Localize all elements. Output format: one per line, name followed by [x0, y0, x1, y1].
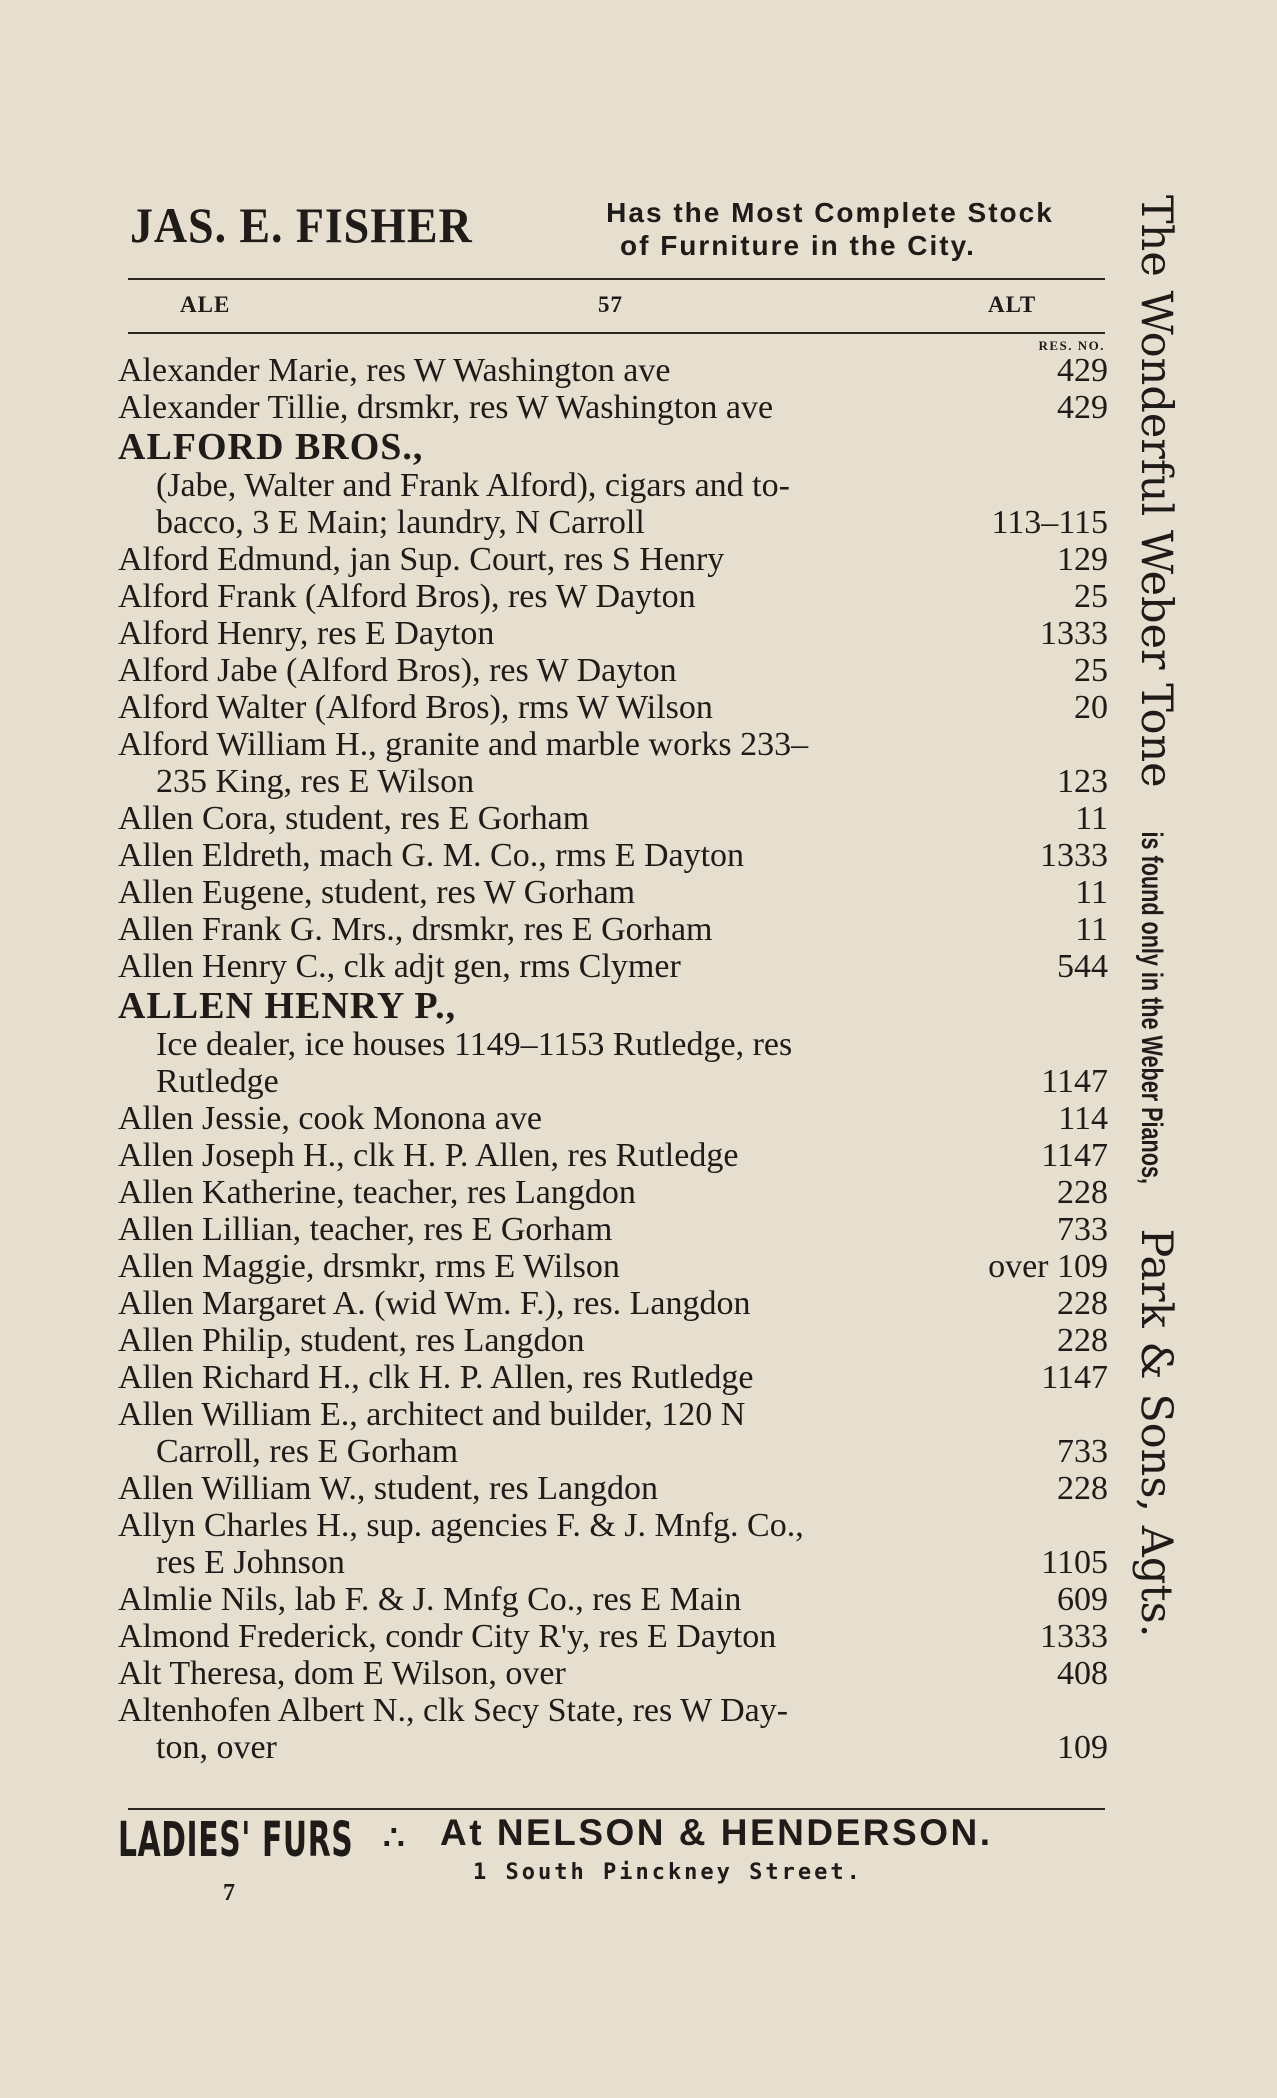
- entry-text: Allen Lillian, teacher, res E Gorham: [118, 1211, 613, 1248]
- entry-text: Allen William E., architect and builder, 120 N: [118, 1396, 746, 1433]
- entry-text: Rutledge: [156, 1063, 279, 1100]
- side-advertisement: [1125, 195, 1185, 1875]
- entry-number: 1333: [1040, 1618, 1108, 1655]
- list-item: [118, 1211, 1108, 1248]
- signature-mark: 7: [223, 1880, 235, 1906]
- list-item: [118, 1174, 1108, 1211]
- side-ad-part-3: Park & Sons, Agts.: [1131, 1228, 1181, 1638]
- entry-text: Altenhofen Albert N., clk Secy State, res W Day-: [118, 1692, 789, 1729]
- firm-heading: [118, 426, 1108, 467]
- entry-text: Alford William H., granite and marble works 233–: [118, 726, 809, 763]
- directory-listing: [118, 352, 1108, 1766]
- running-head-rule: [128, 332, 1105, 334]
- entry-text: Allen Margaret A. (wid Wm. F.), res. Langdon: [118, 1285, 751, 1322]
- entry-text: Allen Eldreth, mach G. M. Co., rms E Dayton: [118, 837, 745, 874]
- firm-heading: [118, 985, 1108, 1026]
- entry-number: 1105: [1041, 1544, 1108, 1581]
- entry-number: 11: [1075, 874, 1108, 911]
- entry-text: Allen Philip, student, res Langdon: [118, 1322, 585, 1359]
- entry-text: Alford Henry, res E Dayton: [118, 615, 495, 652]
- entry-text: Alexander Marie, res W Washington ave: [118, 352, 671, 389]
- entry-text: Allen Henry C., clk adjt gen, rms Clymer: [118, 948, 681, 985]
- list-item: [118, 1433, 1108, 1470]
- residence-number-label: RES. NO.: [1038, 338, 1105, 353]
- entry-text: Allen Cora, student, res E Gorham: [118, 800, 590, 837]
- entry-text: Allyn Charles H., sup. agencies F. & J. Mnfg. Co.,: [118, 1507, 804, 1544]
- entry-number: 25: [1074, 652, 1108, 689]
- entry-number: 733: [1057, 1211, 1108, 1248]
- advertiser-tagline: [560, 196, 1100, 262]
- list-item: [118, 652, 1108, 689]
- list-item: [118, 1544, 1108, 1581]
- entry-text: ton, over: [156, 1729, 277, 1766]
- entry-text: Carroll, res E Gorham: [156, 1433, 459, 1470]
- dots-ornament: ∴: [383, 1820, 405, 1857]
- entry-number: 408: [1057, 1655, 1108, 1692]
- entry-number: 1333: [1040, 615, 1108, 652]
- entry-text: Alford Edmund, jan Sup. Court, res S Henry: [118, 541, 725, 578]
- entry-number: 228: [1057, 1285, 1108, 1322]
- entry-text: Alexander Tillie, drsmkr, res W Washington ave: [118, 389, 774, 426]
- running-head: [128, 290, 1105, 324]
- entry-text: Alt Theresa, dom E Wilson, over: [118, 1655, 566, 1692]
- list-item: [118, 911, 1108, 948]
- list-item: [118, 1507, 1108, 1544]
- advertiser-name: JAS. E. FISHER: [130, 197, 473, 253]
- list-item: [118, 837, 1108, 874]
- list-item: [118, 948, 1108, 985]
- entry-number: 1147: [1041, 1359, 1108, 1396]
- entry-text: Allen Richard H., clk H. P. Allen, res Rutledge: [118, 1359, 754, 1396]
- entry-number: 544: [1057, 948, 1108, 985]
- header-rule: [128, 278, 1105, 280]
- list-item: [118, 1248, 1108, 1285]
- entry-text: Allen Eugene, student, res W Gorham: [118, 874, 636, 911]
- entry-number: 429: [1057, 352, 1108, 389]
- list-item: [118, 763, 1108, 800]
- list-item: [118, 1026, 1108, 1063]
- list-item: [118, 615, 1108, 652]
- entry-number: 11: [1075, 800, 1108, 837]
- entry-number: 429: [1057, 389, 1108, 426]
- entry-text: Ice dealer, ice houses 1149–1153 Rutledge, res: [156, 1026, 793, 1063]
- list-item: [118, 1655, 1108, 1692]
- list-item: [118, 1396, 1108, 1433]
- list-item: [118, 726, 1108, 763]
- list-item: [118, 689, 1108, 726]
- list-item: [118, 1063, 1108, 1100]
- entry-number: 113–115: [991, 504, 1108, 541]
- footer-rule: [128, 1808, 1105, 1810]
- entry-text: Allen William W., student, res Langdon: [118, 1470, 659, 1507]
- list-item: [118, 1618, 1108, 1655]
- list-item: [118, 541, 1108, 578]
- entry-number: 129: [1057, 541, 1108, 578]
- entry-text: Alford Jabe (Alford Bros), res W Dayton: [118, 652, 677, 689]
- entry-text: Allen Katherine, teacher, res Langdon: [118, 1174, 636, 1211]
- entry-text: Allen Jessie, cook Monona ave: [118, 1100, 542, 1137]
- store-name: At NELSON & HENDERSON.: [440, 1812, 993, 1853]
- running-head-right: ALT: [988, 292, 1037, 317]
- entry-number: 609: [1057, 1581, 1108, 1618]
- entry-text: Allen Joseph H., clk H. P. Allen, res Rutledge: [118, 1137, 739, 1174]
- entry-text: Almlie Nils, lab F. & J. Mnfg Co., res E Main: [118, 1581, 742, 1618]
- list-item: [118, 1322, 1108, 1359]
- entry-number: 228: [1057, 1470, 1108, 1507]
- firm-name: ALFORD BROS.,: [118, 426, 424, 468]
- list-item: [118, 874, 1108, 911]
- firm-name: ALLEN HENRY P.,: [118, 985, 457, 1027]
- tagline-line-1: Has the Most Complete Stock: [606, 197, 1054, 228]
- ladies-furs-heading: LADIES' FURS: [118, 1812, 354, 1868]
- entry-number: 20: [1074, 689, 1108, 726]
- list-item: [118, 352, 1108, 389]
- entry-number: 25: [1074, 578, 1108, 615]
- entry-text: Alford Walter (Alford Bros), rms W Wilson: [118, 689, 713, 726]
- entry-number: 228: [1057, 1322, 1108, 1359]
- entry-number: 1333: [1040, 837, 1108, 874]
- side-ad-part-1: The Wonderful Weber Tone: [1131, 195, 1181, 788]
- running-head-left: ALE: [180, 292, 231, 317]
- entry-text: Almond Frederick, condr City R'y, res E Dayton: [118, 1618, 777, 1655]
- entry-number: 109: [1057, 1729, 1108, 1766]
- entry-text: 235 King, res E Wilson: [156, 763, 475, 800]
- entry-text: (Jabe, Walter and Frank Alford), cigars and to-: [156, 467, 790, 504]
- entry-text: bacco, 3 E Main; laundry, N Carroll: [156, 504, 645, 541]
- list-item: [118, 1581, 1108, 1618]
- entry-text: Allen Frank G. Mrs., drsmkr, res E Gorham: [118, 911, 713, 948]
- list-item: [118, 1359, 1108, 1396]
- entry-number: 11: [1075, 911, 1108, 948]
- entry-text: Alford Frank (Alford Bros), res W Dayton: [118, 578, 696, 615]
- side-ad-part-2: is found only in the Weber Pianos,: [1135, 831, 1168, 1185]
- entry-number: 1147: [1041, 1137, 1108, 1174]
- list-item: [118, 389, 1108, 426]
- list-item: [118, 1729, 1108, 1766]
- list-item: [118, 800, 1108, 837]
- header-advertisement: [130, 190, 1110, 270]
- tagline-line-2: of Furniture in the City.: [620, 230, 976, 261]
- entry-number: 1147: [1041, 1063, 1108, 1100]
- page-number: 57: [598, 292, 623, 317]
- store-address: 1 South Pinckney Street.: [473, 1860, 863, 1885]
- list-item: [118, 1137, 1108, 1174]
- list-item: [118, 578, 1108, 615]
- entry-number: 733: [1057, 1433, 1108, 1470]
- list-item: [118, 504, 1108, 541]
- list-item: [118, 1470, 1108, 1507]
- entry-number: over 109: [988, 1248, 1108, 1285]
- list-item: [118, 1285, 1108, 1322]
- list-item: [118, 467, 1108, 504]
- entry-text: Allen Maggie, drsmkr, rms E Wilson: [118, 1248, 620, 1285]
- entry-number: 228: [1057, 1174, 1108, 1211]
- footer-advertisement: [118, 1812, 1118, 1902]
- entry-number: 123: [1057, 763, 1108, 800]
- entry-number: 114: [1058, 1100, 1108, 1137]
- entry-text: res E Johnson: [156, 1544, 345, 1581]
- list-item: [118, 1692, 1108, 1729]
- list-item: [118, 1100, 1108, 1137]
